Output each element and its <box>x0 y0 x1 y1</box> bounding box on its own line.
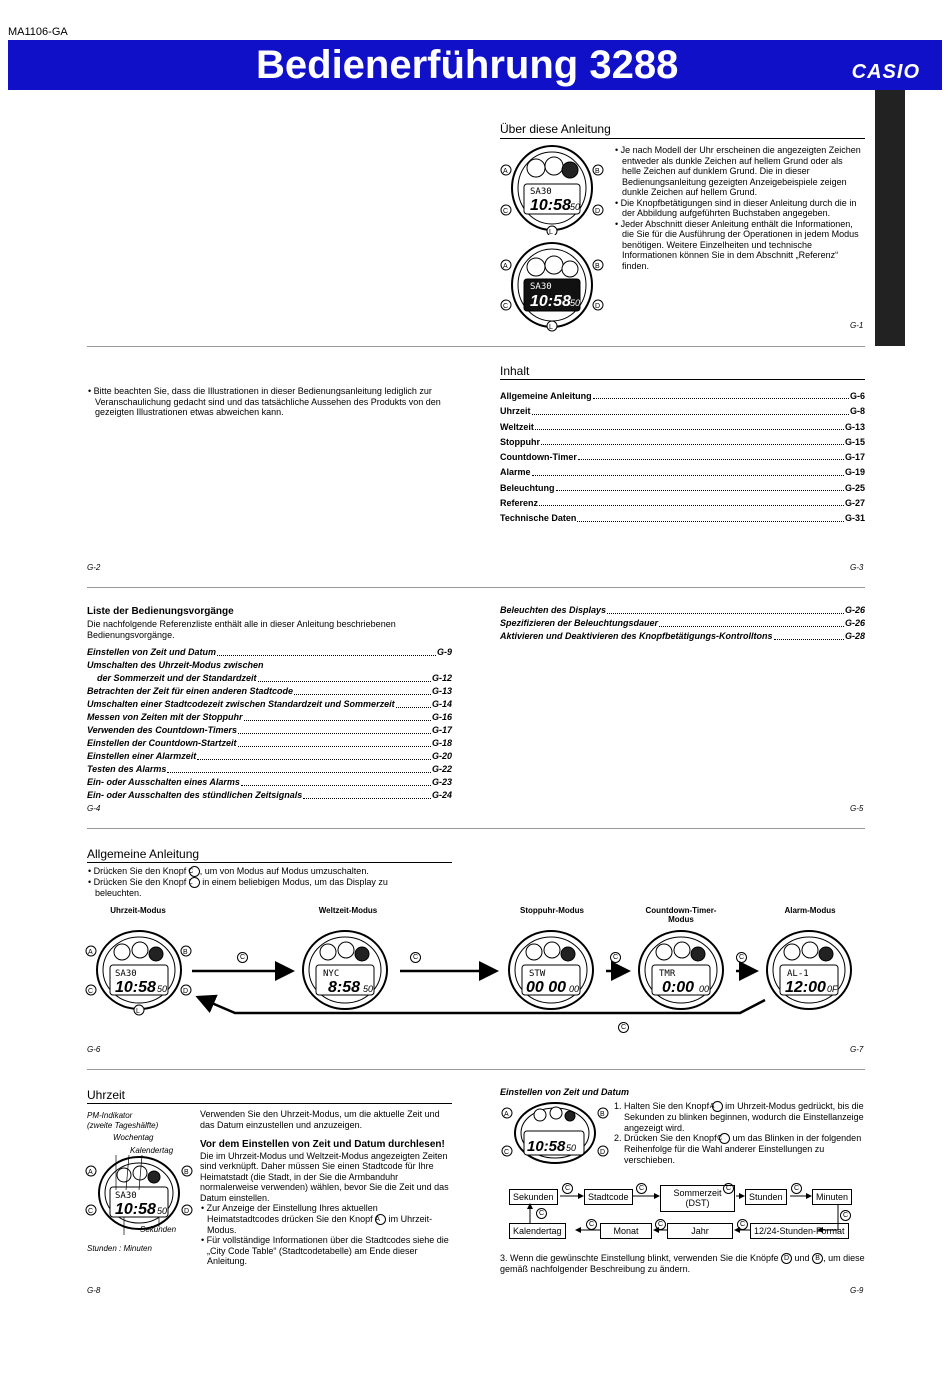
toc-entry[interactable]: Countdown-Timer G-17 <box>500 452 865 463</box>
timekeeping-intro: Verwenden Sie den Uhrzeit-Modus, um die aktuelle Zeit und das Datum einzustellen und anzuzeigen. <box>200 1109 440 1130</box>
divider <box>87 1103 452 1104</box>
svg-text:D: D <box>183 988 189 995</box>
ops-entry[interactable]: Umschalten einer Stadtcodezeit zwischen Standardzeit und Sommerzeit G-14 <box>87 699 452 709</box>
watch-illustration <box>500 140 605 235</box>
about-bullets <box>614 145 864 271</box>
button-c-icon: C <box>410 952 421 963</box>
timekeeping-bullet: • Für vollständige Informationen über die Stadtcodes siehe die „City Code Table“ (Stadtcodetabelle) am Ende dieser Anleitung. <box>201 1235 449 1267</box>
button-c-icon: C <box>189 866 200 877</box>
button-c-icon: C <box>586 1219 597 1230</box>
button-c-icon: C <box>610 952 621 963</box>
divider <box>87 862 452 863</box>
button-a-icon: A <box>712 1101 723 1112</box>
mode-display-top: SA30 <box>115 969 137 979</box>
language-tab <box>875 90 905 346</box>
setting-step3: 3. Wenn die gewünschte Einstellung blinkt, verwenden Sie die Knöpfe D und B , um diese gemäß nachfolgender Beschreibung zu ändern. <box>500 1253 865 1275</box>
svg-text:C: C <box>88 988 94 995</box>
mode-display-top: STW <box>529 969 546 979</box>
mode-label: Alarm-Modus <box>784 906 836 915</box>
svg-text:B: B <box>600 1111 605 1118</box>
timekeeping-para: Die im Uhrzeit-Modus und Weltzeit-Modus angezeigten Zeiten sind verknüpft. Daher müssen Sie einen Stadtcode für Ihre Heimatstadt (die Stadt, in der Sie die Armbanduhr normalerweise verwenden) wählen, bevor Sie die Zeit und das Datum einstellen. <box>200 1150 449 1203</box>
flow-step: Stunden <box>745 1189 787 1205</box>
ops-entry[interactable]: der Sommerzeit und der Standardzeit G-12 <box>97 673 452 683</box>
page-number: G-1 <box>850 321 864 330</box>
svg-text:C: C <box>503 303 509 310</box>
button-c-icon: C <box>562 1183 573 1194</box>
svg-text:C: C <box>503 208 509 215</box>
flow-step: Sommerzeit (DST) <box>660 1185 735 1212</box>
toc-entry[interactable]: Weltzeit G-13 <box>500 421 865 432</box>
about-bullet: • Jeder Abschnitt dieser Anleitung enthält die Informationen, die Sie für die Ausführung der Operationen in jedem Modus benötigen. Weitere Einzelheiten und technische Informationen können Sie in dem Abschnitt „Referenz“ finden. <box>615 218 859 271</box>
toc-entry[interactable]: Referenz G-27 <box>500 498 865 509</box>
svg-text:D: D <box>595 303 601 310</box>
annotation-weekday: Wochentag <box>113 1133 154 1142</box>
page-number: G-9 <box>850 1286 864 1295</box>
svg-text:D: D <box>184 1208 190 1215</box>
toc-entry[interactable]: Technische Daten G-31 <box>500 513 865 524</box>
button-a-icon: A <box>375 1214 386 1225</box>
ops-heading: Liste der Bedienungsvorgänge <box>87 606 234 617</box>
mode-display-small: 0F <box>827 984 838 994</box>
timekeeping-heading: Uhrzeit <box>87 1088 126 1102</box>
flow-step: Monat <box>600 1223 652 1239</box>
svg-text:A: A <box>504 1111 509 1118</box>
ops-list-right <box>500 604 865 643</box>
ops-entry[interactable]: Einstellen der Countdown-Startzeit G-18 <box>87 738 452 748</box>
page-number: G-3 <box>850 563 864 572</box>
mode-display-main: 8:58 <box>328 979 361 996</box>
annotation-day: Kalendertag <box>130 1146 174 1155</box>
button-c-icon: C <box>536 1208 547 1219</box>
page-number: G-7 <box>850 1045 864 1054</box>
ops-entry[interactable]: Einstellen von Zeit und Datum G-9 <box>87 647 452 657</box>
brand-logo: CASIO <box>851 61 920 83</box>
svg-text:A: A <box>88 949 93 956</box>
annotation-seconds: Sekunden <box>140 1225 177 1234</box>
toc-list <box>500 386 865 524</box>
mode-display-small: 50 <box>363 984 374 994</box>
toc-entry[interactable]: Alarme G-19 <box>500 467 865 478</box>
divider <box>500 379 865 380</box>
button-c-icon: C <box>655 1219 666 1230</box>
ops-entry[interactable]: Messen von Zeiten mit der Stoppuhr G-16 <box>87 712 452 722</box>
toc-entry[interactable]: Allgemeine Anleitung G-6 <box>500 390 865 401</box>
about-bullet: • Die Knopfbetätigungen sind in dieser Anleitung durch die in der Abbildung aufgeführten Buchstaben angegeben. <box>615 197 857 218</box>
toc-entry[interactable]: Stoppuhr G-15 <box>500 436 865 447</box>
mode-display-main: 12:00 <box>785 979 826 996</box>
svg-text:B: B <box>183 949 188 956</box>
notice: • Bitte beachten Sie, dass die Illustrationen in dieser Bedienungsanleitung lediglich zur Veranschaulichung gedacht sind und das tatsächliche Aussehen des Produkts von den gezeigten Illustrationen etwas abweichen kann. <box>88 386 441 417</box>
svg-text:L: L <box>549 324 553 331</box>
page-number: G-6 <box>87 1045 101 1054</box>
svg-text:L: L <box>549 229 553 235</box>
about-bullet: • Je nach Modell der Uhr erscheinen die angezeigten Zeichen entweder als dunkle Zeichen auf hellem Grund oder als helle Zeichen auf dunklem Grund. Die in dieser Bedienungsanleitung gezeigten Anzeigebeispiele zeigen dunkle Zeichen auf hellem Grund. <box>615 145 861 197</box>
svg-text:A: A <box>88 1169 93 1176</box>
svg-text:D: D <box>595 208 601 215</box>
svg-text:50: 50 <box>570 202 581 212</box>
timekeeping-text <box>200 1109 452 1267</box>
svg-text:C: C <box>88 1208 94 1215</box>
svg-text:B: B <box>595 263 600 270</box>
display-time: 10:58 <box>527 1138 566 1155</box>
svg-text:D: D <box>600 1149 606 1156</box>
mode-display-main: 0:00 <box>662 979 695 996</box>
annotation-pm: PM-Indikator <box>87 1111 133 1120</box>
ops-list <box>87 646 452 802</box>
mode-display-small: 50 <box>157 984 168 994</box>
button-c-icon: C <box>840 1210 851 1221</box>
page-divider <box>87 1069 865 1070</box>
mode-flow-arrows <box>0 940 950 1040</box>
page-number: G-8 <box>87 1286 101 1295</box>
display-time: 10:58 <box>115 1201 156 1218</box>
watch-timekeeping-diagram <box>84 1155 194 1235</box>
watch-setting-diagram <box>500 1101 610 1165</box>
ops-entry[interactable]: Umschalten des Uhrzeit-Modus zwischen <box>87 660 264 670</box>
divider <box>500 138 865 139</box>
page-number: G-4 <box>87 804 101 813</box>
button-l-icon: L <box>189 877 200 888</box>
ops-entry[interactable]: Verwenden des Countdown-Timers G-17 <box>87 725 452 735</box>
svg-text:B: B <box>184 1169 189 1176</box>
ops-entry[interactable]: Betrachten der Zeit für einen anderen Stadtcode G-13 <box>87 686 452 696</box>
mode-display-top: AL-1 <box>787 969 809 979</box>
svg-text:SA30: SA30 <box>530 187 552 197</box>
page-divider <box>87 346 865 347</box>
button-c-icon: C <box>737 1219 748 1230</box>
model-code: MA1106-GA <box>8 26 68 38</box>
page-title: Bedienerführung 3288 <box>256 43 679 87</box>
timekeeping-bullet: • Zur Anzeige der Einstellung Ihres aktuellen Heimatstadtcodes drücken Sie den Knopf A im Uhrzeit-Modus. <box>201 1203 433 1235</box>
svg-text:C: C <box>504 1149 510 1156</box>
toc-entry[interactable]: Uhrzeit G-8 <box>500 406 865 417</box>
ops-entry[interactable]: Einstellen einer Alarmzeit G-20 <box>87 751 452 761</box>
mode-display-main: 00 00 <box>526 979 567 996</box>
mode-display-small: 00 <box>569 984 580 994</box>
ops-entry[interactable]: Spezifizieren der Beleuchtungsdauer G-26 <box>500 618 865 628</box>
button-d-icon: D <box>781 1253 792 1264</box>
flow-arrows <box>500 1180 865 1240</box>
svg-text:B: B <box>595 168 600 175</box>
toc-entry[interactable]: Beleuchtung G-25 <box>500 482 865 493</box>
setting-step: 1. Halten Sie den Knopf A im Uhrzeit-Modus gedrückt, bis die Sekunden zu blinken beginnen, wodurch die Einstellanzeige angezeigt wird. <box>614 1101 864 1133</box>
ops-entry[interactable]: Ein- oder Ausschalten des stündlichen Zeitsignals G-24 <box>87 790 452 800</box>
ops-entry[interactable]: Testen des Alarms G-22 <box>87 764 452 774</box>
general-bullets: • Drücken Sie den Knopf C , um von Modus auf Modus umzuschalten. • Drücken Sie den Knopf L in einem beliebigen Modus, um das Display zu beleuchten. <box>88 866 388 899</box>
setting-steps <box>614 1101 864 1165</box>
display-day: SA30 <box>115 1191 137 1201</box>
timekeeping-subheading: Vor dem Einstellen von Zeit und Datum durchlesen! <box>200 1139 445 1150</box>
button-c-icon: C <box>719 1133 730 1144</box>
general-heading: Allgemeine Anleitung <box>87 847 200 861</box>
svg-text:L: L <box>136 1008 140 1015</box>
svg-text:50: 50 <box>570 298 581 308</box>
flow-step: Kalendertag <box>509 1223 566 1239</box>
svg-text:10:58: 10:58 <box>530 293 571 310</box>
button-c-icon: C <box>636 1183 647 1194</box>
toc-heading: Inhalt <box>500 364 530 378</box>
svg-text:SA30: SA30 <box>530 282 552 292</box>
mode-label: Stoppuhr-Modus <box>520 906 584 915</box>
flow-step: Minuten <box>812 1189 852 1205</box>
button-c-icon: C <box>237 952 248 963</box>
ops-intro: Die nachfolgende Referenzliste enthält alle in dieser Anleitung beschriebenen Bedienungsvorgänge. <box>87 619 396 640</box>
ops-entry[interactable]: Aktivieren und Deaktivieren des Knopfbetätigungs-Kontrolltons G-28 <box>500 631 865 641</box>
button-c-icon: C <box>618 1022 629 1033</box>
flow-step: Stadtcode <box>584 1189 633 1205</box>
mode-label: Countdown-Timer-Modus <box>645 906 717 925</box>
mode-display-small: 00 <box>699 984 710 994</box>
button-c-icon: C <box>736 952 747 963</box>
page-divider <box>87 828 865 829</box>
page-number: G-5 <box>850 804 864 813</box>
button-c-icon: C <box>723 1183 734 1194</box>
setting-step: 2. Drücken Sie den Knopf C um das Blinken in der folgenden Reihenfolge für die Wahl anderer Einstellungen zu verschieben. <box>614 1133 862 1165</box>
page-number: G-2 <box>87 563 101 572</box>
flow-step: Sekunden <box>509 1189 558 1205</box>
about-heading: Über diese Anleitung <box>500 122 611 136</box>
annotation-hours-minutes: Stunden : Minuten <box>87 1244 152 1253</box>
svg-text:A: A <box>503 263 508 270</box>
setting-heading: Einstellen von Zeit und Datum <box>500 1087 630 1097</box>
mode-label: Weltzeit-Modus <box>318 906 378 915</box>
annotation-pm2: (zweite Tageshälfte) <box>87 1121 159 1130</box>
mode-label: Uhrzeit-Modus <box>110 906 166 915</box>
mode-display-main: 10:58 <box>115 979 156 996</box>
mode-display-top: NYC <box>323 969 340 979</box>
page-divider <box>87 587 865 588</box>
button-c-icon: C <box>791 1183 802 1194</box>
mode-display-top: TMR <box>659 969 676 979</box>
display-sec: 50 <box>157 1206 168 1216</box>
watch-illustration-dark <box>500 237 605 333</box>
flow-step: 12/24-Stunden-Format <box>750 1223 849 1239</box>
flow-step: Jahr <box>667 1223 733 1239</box>
ops-entry[interactable]: Ein- oder Ausschalten eines Alarms G-23 <box>87 777 452 787</box>
display-sec: 50 <box>566 1143 577 1153</box>
ops-entry[interactable]: Beleuchten des Displays G-26 <box>500 605 865 615</box>
svg-text:A: A <box>503 168 508 175</box>
button-b-icon: B <box>812 1253 823 1264</box>
svg-text:10:58: 10:58 <box>530 197 571 214</box>
